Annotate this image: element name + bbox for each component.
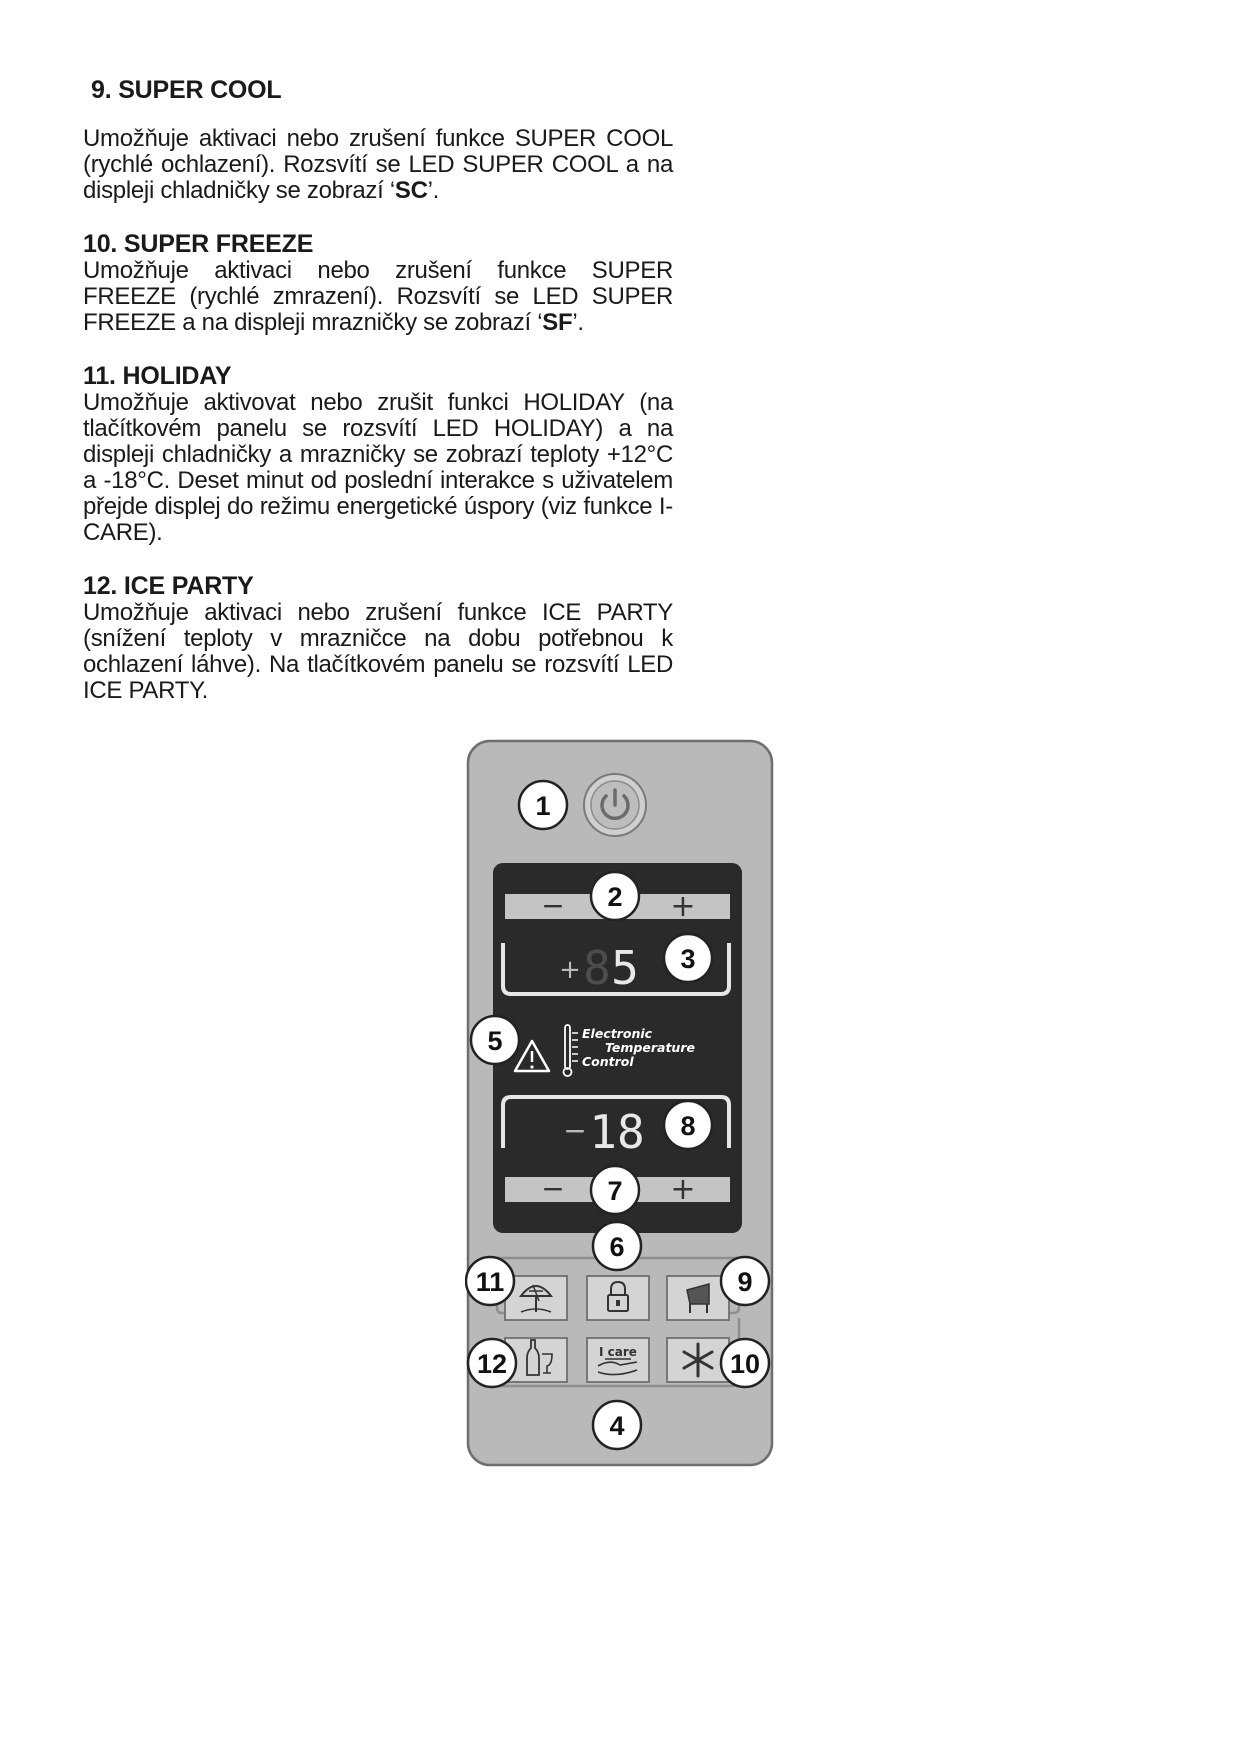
paragraph-text: Umožňuje aktivaci nebo zrušení funkce SUPER COOL (rychlé ochlazení). Rozsvítí se LED SUPER COOL a na displeji chladničky se zobrazí ‘ [83, 125, 673, 204]
section-paragraph: Umožňuje aktivaci nebo zrušení funkce ICE PARTY (snížení teploty v mrazničce na dobu potřebnou k ochlazení láhve). Na tlačítkovém panelu se rozsvítí LED ICE PARTY. [83, 599, 673, 704]
section-paragraph: Umožňuje aktivovat nebo zrušit funkci HOLIDAY (na tlačítkovém panelu se rozsvítí LED HOLIDAY) a na displeji chladničky a mrazničky se zobrazí teploty +12°C a -18°C. Deset minut od poslední interakce s uživatelem přejde displej do režimu energetické úspory (viz funkce I-CARE). [83, 389, 673, 546]
freezer-minus-button[interactable]: − [541, 1172, 565, 1205]
svg-text:1: 1 [535, 791, 551, 821]
callout-1 [519, 781, 567, 829]
callout-3 [664, 934, 712, 982]
svg-text:4: 4 [609, 1411, 625, 1441]
section-heading: 11. HOLIDAY [83, 362, 232, 390]
etc-logo-line3: Control [582, 1054, 634, 1069]
paragraph-text: ’. [427, 177, 440, 204]
svg-text:7: 7 [607, 1176, 623, 1206]
callout-9 [721, 1257, 769, 1305]
text-column [83, 76, 673, 730]
svg-text:11: 11 [475, 1267, 505, 1297]
callout-4 [593, 1401, 641, 1449]
paragraph-text: ’. [572, 309, 584, 336]
svg-text:12: 12 [476, 1349, 508, 1379]
callout-6 [593, 1222, 641, 1270]
etc-logo-line2: Temperature [605, 1040, 695, 1055]
section-paragraph [83, 258, 673, 336]
section-paragraph [83, 126, 673, 204]
callout-11 [466, 1257, 514, 1305]
power-button[interactable] [584, 774, 646, 836]
callout-8 [664, 1101, 712, 1149]
freezer-temperature: 18 [589, 1105, 645, 1159]
callout-10 [721, 1339, 769, 1387]
section-super-cool [83, 76, 673, 204]
control-panel-diagram [465, 738, 775, 1468]
svg-text:5: 5 [487, 1026, 503, 1056]
svg-text:8: 8 [680, 1111, 696, 1141]
callout-2 [591, 872, 639, 920]
svg-text:3: 3 [680, 944, 696, 974]
svg-text:10: 10 [729, 1349, 761, 1379]
section-super-freeze [83, 230, 673, 336]
fridge-sign: + [559, 955, 581, 985]
svg-text:9: 9 [737, 1267, 753, 1297]
svg-text:2: 2 [607, 882, 623, 912]
callout-12 [468, 1339, 516, 1387]
fridge-plus-button[interactable]: + [670, 889, 696, 924]
fridge-minus-button[interactable]: − [541, 889, 565, 922]
section-heading: 10. SUPER FREEZE [83, 230, 314, 258]
freezer-plus-button[interactable]: + [670, 1172, 696, 1207]
paragraph-text: Umožňuje aktivaci nebo zrušení funkce SUPER FREEZE (rychlé zmrazení). Rozsvítí se LED SUPER FREEZE a na displeji mrazničky se zobrazí ‘ [83, 257, 673, 336]
fridge-ghost-digit: 8 [583, 941, 611, 995]
icare-icon: I care [599, 1345, 637, 1359]
etc-logo-line1: Electronic [582, 1026, 653, 1041]
svg-text:6: 6 [609, 1232, 625, 1262]
callout-5 [471, 1016, 519, 1064]
section-heading: 9. SUPER COOL [91, 76, 282, 104]
callout-7 [591, 1166, 639, 1214]
section-holiday [83, 362, 673, 546]
fridge-temperature: 5 [611, 941, 639, 995]
section-ice-party [83, 572, 673, 704]
section-heading: 12. ICE PARTY [83, 572, 254, 600]
display-code: SC [394, 177, 428, 204]
display-code: SF [542, 309, 573, 336]
freezer-sign: − [563, 1114, 587, 1147]
